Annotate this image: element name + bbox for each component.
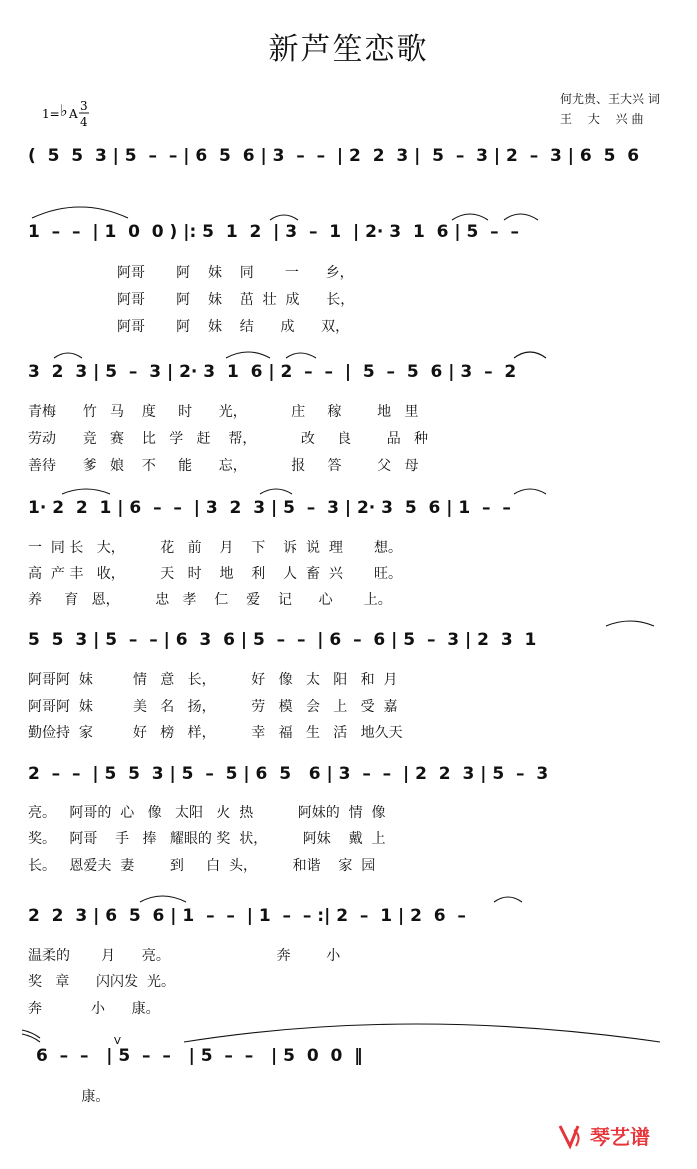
lyric-4-verse-1: 一 同 长 大， 花 前 月 下 诉 说 理 想。 [28,540,403,556]
composer-credit: 王 大 兴 曲 [560,112,644,126]
slur-arc [54,353,82,358]
slur-arc [62,489,110,494]
breath-v-mark: V [114,1036,121,1047]
lyric-8-verse-1: 康。 [28,1089,110,1105]
lyric-6-verse-3: 长。 恩爱夫 妻 到 白 头， 和谐 家 园 [28,858,376,874]
lyric-6-verse-1: 亮。 阿哥的 心 像 太阳 火 热 阿妹的 情 像 [28,805,386,821]
lyric-7-verse-3: 奔 小 康。 [28,1001,160,1017]
lyric-5-verse-3: 勤俭持 家 好 榜 样， 幸 福 生 活 地久天 [28,725,403,741]
breath-mark [22,1034,40,1042]
notation-line-8: 6 – – | 5 – – | 5 – – | 5 0 0 ‖ [36,1046,363,1066]
notation-line-3: 3 2 3 | 5 – 3 | 2· 3 1 6 | 2 – – | 5 – 5 6 | 3 – 2 [28,362,517,382]
slur-arc [140,896,186,902]
lyric-2-verse-2: 阿哥 阿 妹 茁 壮 成 长， [28,292,355,308]
lyric-3-verse-2: 劳动 竞 赛 比 学 赶 帮， 改 良 品 种 [28,431,429,447]
notation-line-7: 2 2 3 | 6 5 6 | 1 – – | 1 – – :| 2 – 1 | 2 6 – [28,906,466,926]
time-signature-top: 3 [80,99,88,113]
key-signature [42,96,132,136]
lyric-3-verse-3: 善待 爹 娘 不 能 忘， 报 答 父 母 [28,458,419,474]
slur-arc [494,897,522,902]
notation-line-6: 2 – – | 5 5 3 | 5 – 5 | 6 5 6 | 3 – – | 2 2 3 | 5 – 3 [28,764,549,784]
logo-text: 琴艺谱 [590,1125,650,1149]
lyric-2-verse-3: 阿哥 阿 妹 结 成 双， [28,319,350,335]
phrase-arc [184,1024,660,1042]
notation-line-2: 1 – – | 1 0 0 ) |: 5 1 2 | 3 – 1 | 2· 3 1 6 | 5 – – [28,222,519,242]
lyric-3-verse-1: 青梅 竹 马 度 时 光， 庄 稼 地 里 [28,404,419,420]
song-title: 新芦笙恋歌 [268,32,429,67]
lyric-6-verse-2: 奖。 阿哥 手 捧 耀眼的 奖 状， 阿妹 戴 上 [28,831,386,847]
slur-arc [226,352,270,358]
lyricist-credit: 何尤贵、王大兴 词 [560,92,660,106]
key-flat: ♭ [60,101,68,120]
qinyipu-logo [556,1118,680,1154]
slur-arc [606,621,654,626]
lyric-2-verse-1: 阿哥 阿 妹 同 一 乡， [28,265,354,281]
notation-line-4: 1· 2 2 1 | 6 – – | 3 2 3 | 5 – 3 | 2· 3 5 6 | 1 – – [28,498,511,518]
logo-mark [560,1126,578,1146]
key-prefix: 1= [42,107,60,121]
tie-arc [32,207,128,218]
notation-line-1: ( 5 5 3 | 5 – – | 6 5 6 | 3 – – | 2 2 3 | 5 – 3 | 2 – 3 | 6 5 6 [28,146,640,166]
lyric-7-verse-1: 温柔的 月 亮。 奔 小 [28,948,341,964]
lyric-4-verse-3: 养 育 恩， 忠 孝 仁 爱 记 心 上。 [28,592,392,608]
slur-arc [514,489,546,494]
slur-arc [286,353,316,358]
time-signature-bottom: 4 [80,115,88,129]
slur-arc [270,215,298,220]
slur-arc [514,352,546,358]
key-note: A [69,107,78,121]
notation-line-5: 5 5 3 | 5 – – | 6 3 6 | 5 – – | 6 – 6 | 5 – 3 | 2 3 1 [28,630,537,650]
lyric-5-verse-2: 阿哥阿 妹 美 名 扬， 劳 模 会 上 受 嘉 [28,699,398,715]
slur-arc [504,214,538,220]
lyric-7-verse-2: 奖 章 闪闪发 光。 [28,974,175,990]
lyric-4-verse-2: 高 产 丰 收， 天 时 地 利 人 畜 兴 旺。 [28,566,403,582]
breath-mark [22,1030,40,1038]
slur-arc [452,214,488,220]
lyric-5-verse-1: 阿哥阿 妹 情 意 长， 好 像 太 阳 和 月 [28,672,398,688]
slur-arc [260,489,292,494]
